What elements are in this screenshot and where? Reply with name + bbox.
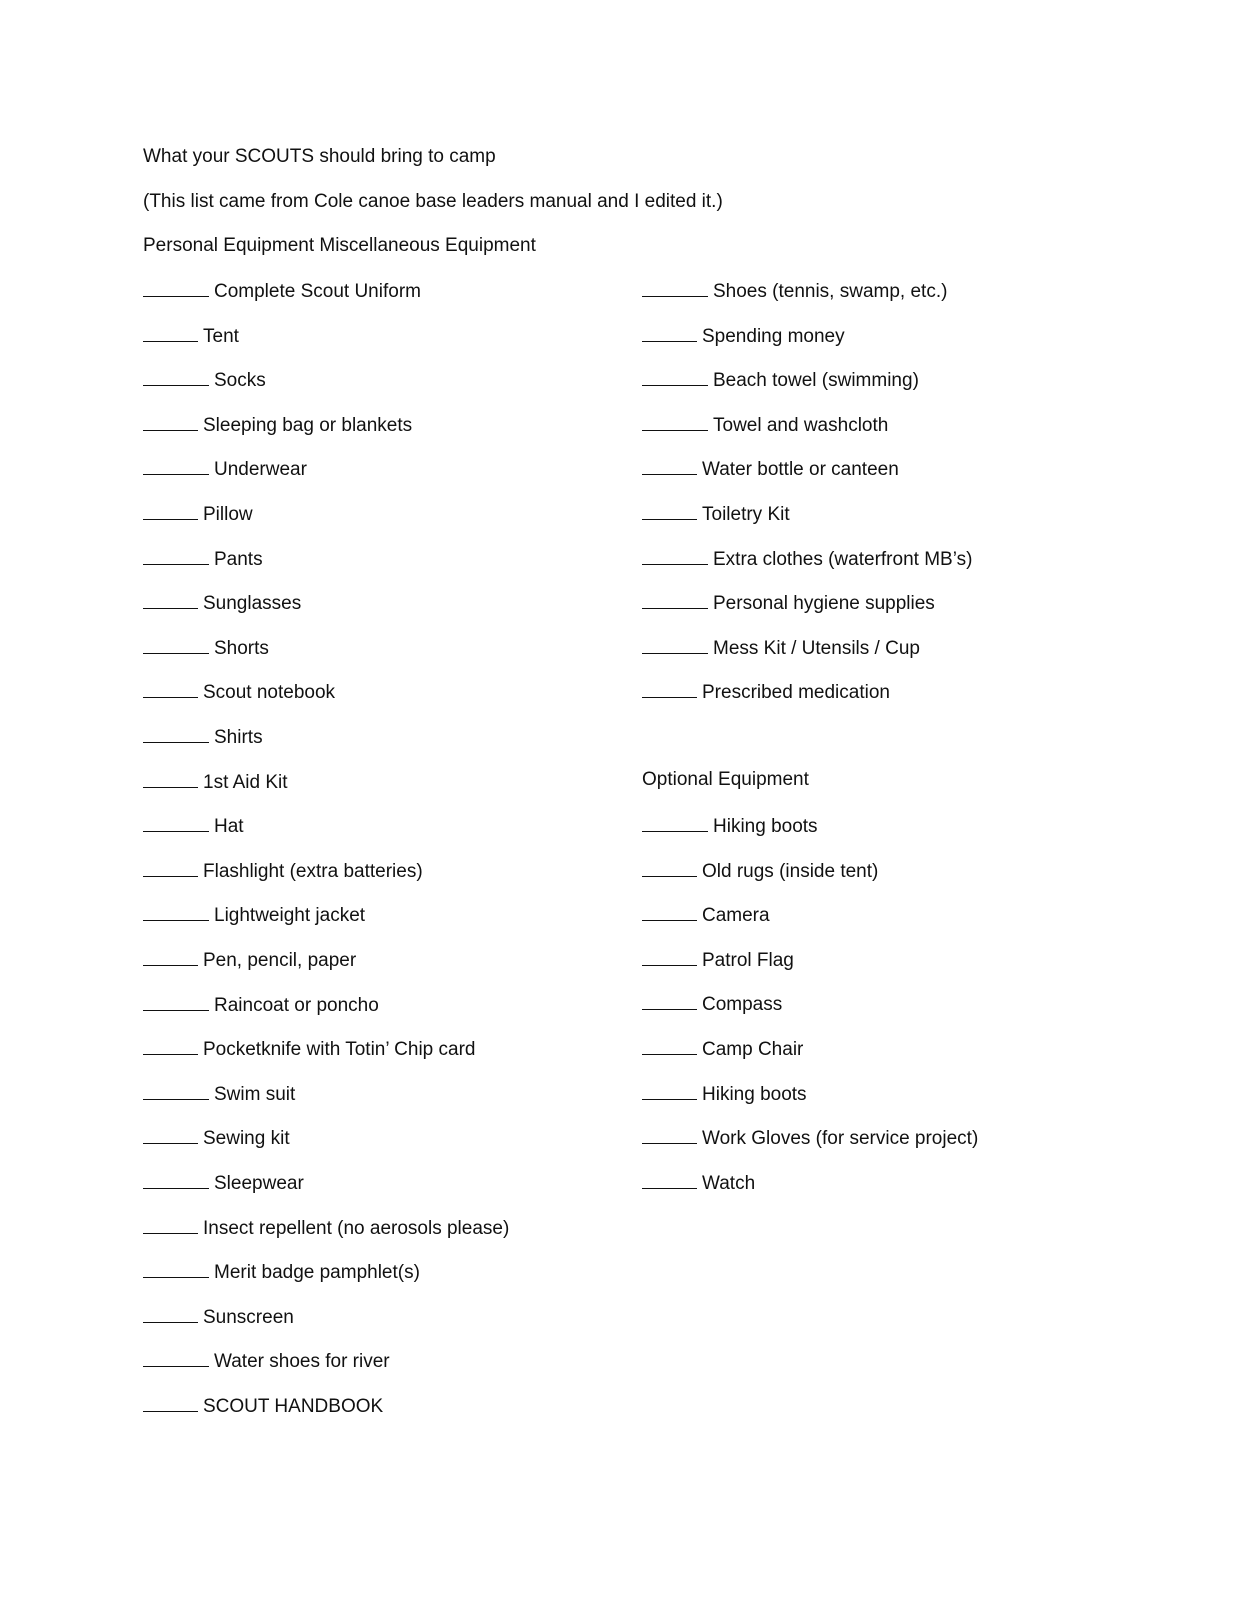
personal-equipment-item-label: SCOUT HANDBOOK (203, 1396, 384, 1417)
personal-equipment-item (143, 1259, 420, 1285)
checkbox-blank-line[interactable] (642, 635, 708, 654)
checkbox-blank-line[interactable] (143, 992, 209, 1011)
checkbox-blank-line[interactable] (143, 858, 198, 877)
misc-equipment-item-label: Spending money (702, 325, 845, 347)
optional-equipment-item-label: Patrol Flag (702, 949, 794, 971)
personal-equipment-item-label: Water shoes for river (214, 1351, 390, 1373)
personal-equipment-item (143, 724, 263, 750)
misc-equipment-item (642, 456, 899, 482)
checkbox-blank-line[interactable] (642, 679, 697, 698)
personal-equipment-item (143, 858, 423, 884)
optional-equipment-item (642, 991, 782, 1017)
misc-equipment-item (642, 590, 935, 616)
misc-equipment-item (642, 412, 888, 438)
personal-equipment-item (143, 323, 239, 349)
misc-equipment-item (642, 501, 790, 527)
optional-equipment-item-label: Old rugs (inside tent) (702, 860, 879, 882)
checkbox-blank-line[interactable] (143, 1304, 198, 1323)
checkbox-blank-line[interactable] (642, 902, 697, 921)
personal-equipment-item-label: Socks (214, 370, 266, 392)
checkbox-blank-line[interactable] (143, 947, 198, 966)
personal-equipment-item-label: Sleeping bag or blankets (203, 414, 413, 436)
checkbox-blank-line[interactable] (642, 947, 697, 966)
misc-equipment-item (642, 679, 890, 705)
personal-equipment-item (143, 1125, 290, 1151)
personal-equipment-item (143, 456, 307, 482)
personal-equipment-item (143, 1081, 295, 1107)
optional-equipment-item-label: Hiking boots (702, 1083, 807, 1105)
personal-equipment-item-label: Pen, pencil, paper (203, 950, 357, 971)
personal-equipment-item-label: Sewing kit (203, 1128, 290, 1150)
optional-equipment-item (642, 858, 878, 884)
misc-equipment-item-label: Water bottle or canteen (702, 459, 899, 481)
personal-equipment-item (143, 1036, 475, 1062)
personal-equipment-item-label: Hat (214, 816, 244, 838)
personal-equipment-item-label: Underwear (214, 459, 307, 481)
personal-equipment-item (143, 1348, 390, 1374)
personal-equipment-item (143, 635, 269, 661)
personal-equipment-item-label: Raincoat or poncho (214, 994, 379, 1016)
checkbox-blank-line[interactable] (642, 456, 697, 475)
personal-equipment-item (143, 590, 301, 616)
personal-equipment-item (143, 278, 421, 304)
personal-equipment-item-label: Sunglasses (203, 593, 302, 615)
personal-equipment-item-label: Pillow (203, 504, 253, 525)
checkbox-blank-line[interactable] (143, 769, 198, 788)
misc-equipment-item-label: Toiletry Kit (702, 504, 790, 525)
personal-equipment-item (143, 813, 244, 839)
optional-equipment-item (642, 1125, 978, 1151)
optional-equipment-heading: Optional Equipment (642, 769, 809, 790)
checkbox-blank-line[interactable] (642, 278, 708, 297)
misc-equipment-item-label: Personal hygiene supplies (713, 593, 935, 615)
checkbox-blank-line[interactable] (642, 501, 697, 520)
checkbox-blank-line[interactable] (143, 724, 209, 743)
misc-equipment-item-label: Beach towel (swimming) (713, 370, 919, 392)
optional-equipment-item-label: Watch (702, 1172, 756, 1194)
checkbox-blank-line[interactable] (143, 590, 198, 609)
personal-equipment-item (143, 1393, 383, 1419)
checkbox-blank-line[interactable] (642, 991, 697, 1010)
checkbox-blank-line[interactable] (143, 1215, 198, 1234)
personal-equipment-item (143, 367, 266, 393)
personal-equipment-item-label: Shirts (214, 727, 263, 748)
misc-equipment-item (642, 367, 919, 393)
checkbox-blank-line[interactable] (143, 902, 209, 921)
personal-equipment-item-label: Complete Scout Uniform (214, 281, 421, 302)
personal-equipment-item-label: Scout notebook (203, 682, 336, 704)
personal-equipment-item-label: Sunscreen (203, 1306, 294, 1328)
personal-equipment-item (143, 902, 365, 928)
checkbox-blank-line[interactable] (143, 1170, 209, 1189)
checkbox-blank-line[interactable] (143, 501, 198, 520)
optional-equipment-item (642, 1036, 803, 1062)
personal-equipment-item (143, 769, 288, 795)
misc-equipment-item-label: Shoes (tennis, swamp, etc.) (713, 281, 948, 302)
misc-equipment-item (642, 546, 972, 572)
page-subtitle: (This list came from Cole canoe base leaders manual and I edited it.) (143, 191, 723, 212)
optional-equipment-item (642, 1081, 807, 1107)
personal-equipment-item-label: 1st Aid Kit (203, 771, 288, 793)
checkbox-blank-line[interactable] (642, 1081, 697, 1100)
checkbox-blank-line[interactable] (143, 546, 209, 565)
personal-equipment-item (143, 546, 263, 572)
personal-equipment-item-label: Flashlight (extra batteries) (203, 860, 423, 882)
checkbox-blank-line[interactable] (143, 323, 198, 342)
optional-equipment-item-label: Camera (702, 905, 770, 927)
optional-equipment-item (642, 947, 794, 973)
checkbox-blank-line[interactable] (143, 813, 209, 832)
checkbox-blank-line[interactable] (143, 1348, 209, 1367)
personal-equipment-item-label: Tent (203, 325, 239, 347)
personal-equipment-item-label: Lightweight jacket (214, 905, 366, 927)
checkbox-blank-line[interactable] (143, 412, 198, 431)
optional-equipment-item (642, 813, 818, 839)
personal-equipment-item-label: Pocketknife with Totin’ Chip card (203, 1039, 476, 1061)
personal-equipment-item (143, 1215, 509, 1241)
personal-equipment-item-label: Shorts (214, 637, 269, 659)
checkbox-blank-line[interactable] (642, 858, 697, 877)
checkbox-blank-line[interactable] (642, 590, 708, 609)
checkbox-blank-line[interactable] (143, 1259, 209, 1278)
misc-equipment-item (642, 635, 920, 661)
optional-equipment-item-label: Compass (702, 994, 783, 1016)
checkbox-blank-line[interactable] (642, 546, 708, 565)
section-heading: Personal Equipment Miscellaneous Equipment (143, 235, 536, 256)
misc-equipment-item (642, 278, 947, 304)
checkbox-blank-line[interactable] (143, 456, 209, 475)
optional-equipment-item (642, 902, 770, 928)
checkbox-blank-line[interactable] (642, 412, 708, 431)
checkbox-blank-line[interactable] (143, 367, 209, 386)
personal-equipment-item (143, 679, 335, 705)
personal-equipment-item (143, 992, 379, 1018)
personal-equipment-item (143, 947, 356, 973)
checkbox-blank-line[interactable] (143, 635, 209, 654)
checkbox-blank-line[interactable] (642, 1170, 697, 1189)
page-title: What your SCOUTS should bring to camp (143, 146, 496, 167)
misc-equipment-item-label: Prescribed medication (702, 682, 890, 704)
personal-equipment-item (143, 1170, 304, 1196)
checkbox-blank-line[interactable] (642, 1036, 697, 1055)
misc-equipment-item-label: Towel and washcloth (713, 414, 889, 436)
personal-equipment-item-label: Pants (214, 548, 263, 570)
checkbox-blank-line[interactable] (143, 1036, 198, 1055)
misc-equipment-item-label: Extra clothes (waterfront MB’s) (713, 548, 973, 570)
checkbox-blank-line[interactable] (642, 323, 697, 342)
checkbox-blank-line[interactable] (642, 1125, 697, 1144)
checkbox-blank-line[interactable] (143, 1393, 198, 1412)
personal-equipment-item-label: Merit badge pamphlet(s) (214, 1262, 420, 1284)
checkbox-blank-line[interactable] (642, 813, 708, 832)
optional-equipment-item-label: Camp Chair (702, 1039, 804, 1060)
misc-equipment-item (642, 323, 845, 349)
personal-equipment-item (143, 1304, 294, 1330)
checkbox-blank-line[interactable] (143, 1125, 198, 1144)
personal-equipment-item (143, 412, 412, 438)
checkbox-blank-line[interactable] (143, 278, 209, 297)
misc-equipment-item-label: Mess Kit / Utensils / Cup (713, 637, 920, 659)
personal-equipment-item (143, 501, 253, 527)
personal-equipment-item-label: Insect repellent (no aerosols please) (203, 1217, 510, 1239)
optional-equipment-item-label: Hiking boots (713, 816, 818, 837)
optional-equipment-item (642, 1170, 755, 1196)
checkbox-blank-line[interactable] (143, 679, 198, 698)
optional-equipment-item-label: Work Gloves (for service project) (702, 1128, 979, 1150)
checkbox-blank-line[interactable] (642, 367, 708, 386)
checkbox-blank-line[interactable] (143, 1081, 209, 1100)
personal-equipment-item-label: Swim suit (214, 1083, 296, 1105)
personal-equipment-item-label: Sleepwear (214, 1173, 304, 1194)
